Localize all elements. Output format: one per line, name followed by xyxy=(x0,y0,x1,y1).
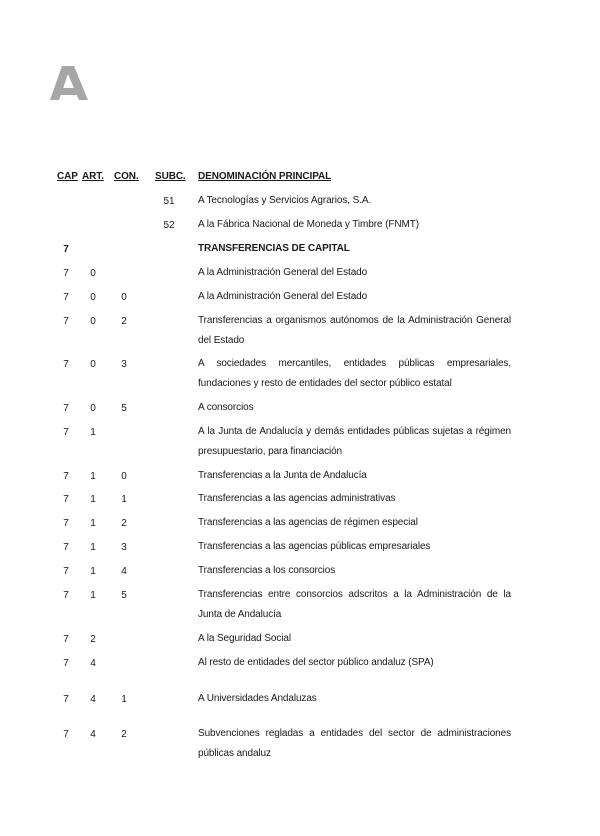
row-cap: 7 xyxy=(63,729,69,740)
row-cap: 7 xyxy=(63,292,69,303)
row-art: 4 xyxy=(90,694,96,705)
row-description: A la Fábrica Nacional de Moneda y Timbre (FNMT) xyxy=(198,219,419,230)
row-con: 0 xyxy=(121,471,127,482)
row-description: TRANSFERENCIAS DE CAPITAL xyxy=(198,243,350,254)
row-art: 1 xyxy=(90,542,96,553)
row-cap: 7 xyxy=(63,634,69,645)
row-cap: 7 xyxy=(63,359,69,370)
row-description: A la Administración General del Estado xyxy=(198,291,368,302)
row-description: A la Administración General del Estado xyxy=(198,267,368,278)
row-con: 1 xyxy=(121,694,127,705)
row-art: 1 xyxy=(90,590,96,601)
row-description: Subvenciones regladas a entidades del sector de administraciones públicas andaluz xyxy=(198,728,511,759)
row-art: 1 xyxy=(90,471,96,482)
header-denominacion: DENOMINACIÓN PRINCIPAL xyxy=(198,171,332,182)
row-art: 4 xyxy=(90,729,96,740)
row-con: 4 xyxy=(121,566,127,577)
row-con: 2 xyxy=(121,729,127,740)
row-cap: 7 xyxy=(63,244,69,255)
row-con: 1 xyxy=(121,494,127,505)
row-con: 3 xyxy=(121,542,127,553)
row-description: A Tecnologías y Servicios Agrarios, S.A. xyxy=(198,195,372,206)
row-description: Transferencias a organismos autónomos de la Administración General del Estado xyxy=(198,315,511,346)
row-cap: 7 xyxy=(63,566,69,577)
row-cap: 7 xyxy=(63,268,69,279)
row-description: Transferencias a la Junta de Andalucía xyxy=(198,470,367,481)
row-description: Transferencias a los consorcios xyxy=(198,565,336,576)
row-con: 5 xyxy=(121,590,127,601)
header-cap: CAP xyxy=(57,171,78,182)
row-description: Transferencias a las agencias de régimen especial xyxy=(198,517,418,528)
row-art: 2 xyxy=(90,634,96,645)
row-art: 1 xyxy=(90,518,96,529)
row-description: A la Junta de Andalucía y demás entidades públicas sujetas a régimen presupuestario, para financiación xyxy=(198,426,511,457)
row-cap: 7 xyxy=(63,518,69,529)
row-description: Transferencias a las agencias administrativas xyxy=(198,493,396,504)
row-art: 0 xyxy=(90,316,96,327)
row-subc: 51 xyxy=(163,196,175,207)
row-cap: 7 xyxy=(63,542,69,553)
row-con: 3 xyxy=(121,359,127,370)
row-art: 0 xyxy=(90,359,96,370)
row-description: A sociedades mercantiles, entidades públicas empresariales, fundaciones y resto de entidades del sector público estatal xyxy=(198,358,511,389)
row-cap: 7 xyxy=(63,427,69,438)
row-description: A consorcios xyxy=(198,402,254,413)
row-con: 0 xyxy=(121,292,127,303)
row-cap: 7 xyxy=(63,694,69,705)
row-cap: 7 xyxy=(63,658,69,669)
header-art: ART. xyxy=(82,171,104,182)
row-cap: 7 xyxy=(63,590,69,601)
row-description: Transferencias a las agencias públicas empresariales xyxy=(198,541,431,552)
header-subc: SUBC. xyxy=(155,171,186,182)
row-cap: 7 xyxy=(63,494,69,505)
row-description: Al resto de entidades del sector público andaluz (SPA) xyxy=(198,657,434,668)
row-description: A la Seguridad Social xyxy=(198,633,291,644)
row-art: 1 xyxy=(90,427,96,438)
row-art: 4 xyxy=(90,658,96,669)
header-con: CON. xyxy=(114,171,139,182)
junta-andalucia-logo-icon xyxy=(50,66,88,100)
row-con: 5 xyxy=(121,403,127,414)
row-cap: 7 xyxy=(63,403,69,414)
row-art: 0 xyxy=(90,268,96,279)
row-con: 2 xyxy=(121,518,127,529)
row-cap: 7 xyxy=(63,471,69,482)
row-con: 2 xyxy=(121,316,127,327)
row-art: 0 xyxy=(90,292,96,303)
row-art: 1 xyxy=(90,494,96,505)
row-description: Transferencias entre consorcios adscritos a la Administración de la Junta de Andalucía xyxy=(198,589,511,620)
row-art: 1 xyxy=(90,566,96,577)
row-subc: 52 xyxy=(163,220,175,231)
row-cap: 7 xyxy=(63,316,69,327)
row-art: 0 xyxy=(90,403,96,414)
row-description: A Universidades Andaluzas xyxy=(198,693,317,704)
